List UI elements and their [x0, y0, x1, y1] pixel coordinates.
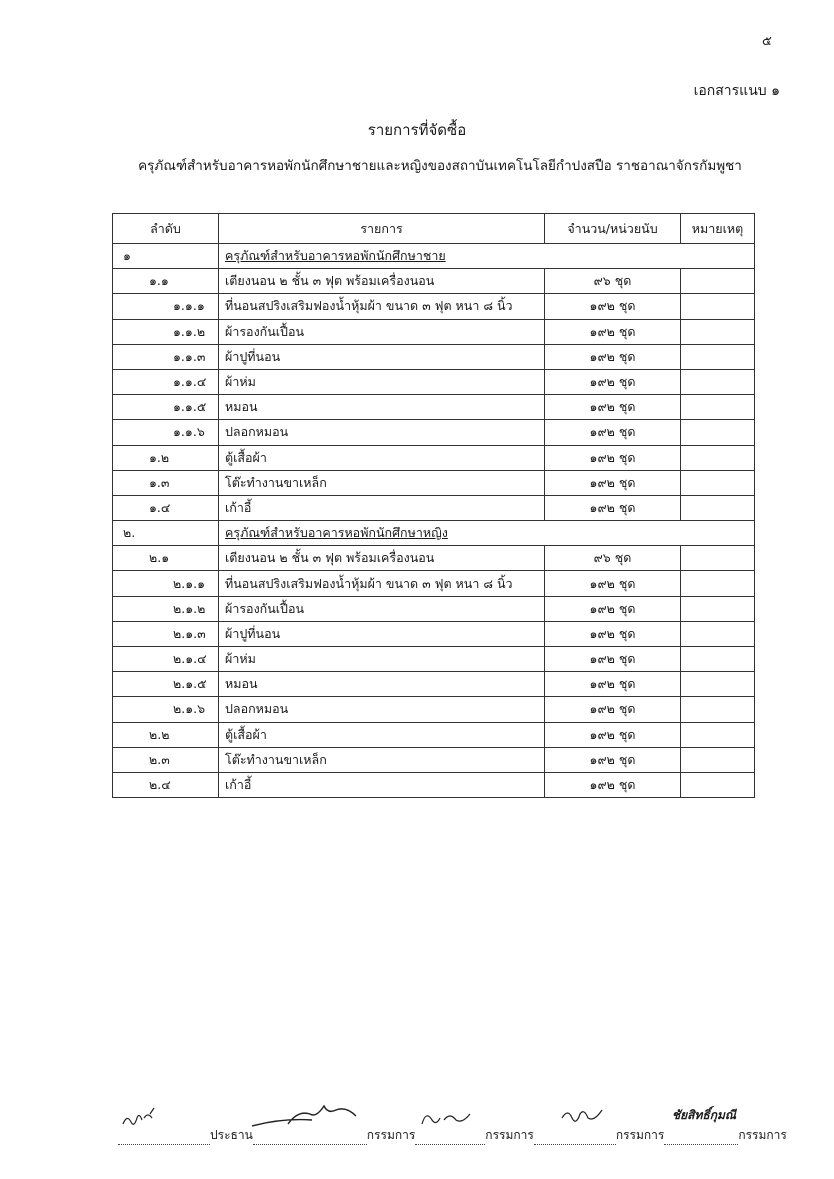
row-remarks	[681, 344, 755, 369]
page-number: ๕	[762, 34, 772, 49]
table-row	[113, 420, 755, 445]
row-quantity: ๑๙๒ ชุด	[545, 747, 681, 772]
row-item: ตู้เสื้อผ้า	[219, 722, 545, 747]
row-remarks	[681, 621, 755, 646]
row-quantity: ๑๙๒ ชุด	[545, 647, 681, 672]
row-quantity: ๑๙๒ ชุด	[545, 470, 681, 495]
section-heading: ครุภัณฑ์สำหรับอาคารหอพักนักศึกษาหญิง	[219, 521, 755, 546]
column-header-quantity: จำนวน/หน่วยนับ	[545, 214, 681, 244]
row-item: ตู้เสื้อผ้า	[219, 445, 545, 470]
row-quantity: ๑๙๒ ชุด	[545, 772, 681, 797]
row-number: ๑.๑.๔	[113, 369, 219, 394]
table-row	[113, 672, 755, 697]
row-item: เตียงนอน ๒ ชั้น ๓ ฟุต พร้อมเครื่องนอน	[219, 269, 545, 294]
row-item: โต๊ะทำงานขาเหล็ก	[219, 747, 545, 772]
column-header-remarks: หมายเหตุ	[681, 214, 755, 244]
document-subtitle: ครุภัณฑ์สำหรับอาคารหอพักนักศึกษาชายและหญิงของสถาบันเทคโนโลยีกำปงสปือ ราชอาณาจักรกัมพูชา	[138, 158, 742, 174]
row-quantity: ๑๙๒ ชุด	[545, 596, 681, 621]
table-row	[113, 647, 755, 672]
row-item: หมอน	[219, 395, 545, 420]
row-remarks	[681, 697, 755, 722]
column-header-item: รายการ	[219, 214, 545, 244]
row-item: โต๊ะทำงานขาเหล็ก	[219, 470, 545, 495]
table-row	[113, 344, 755, 369]
row-number: ๑.๒	[113, 445, 219, 470]
row-remarks	[681, 445, 755, 470]
row-remarks	[681, 495, 755, 520]
annex-label: เอกสารแนบ ๑	[693, 83, 780, 99]
row-quantity: ๑๙๒ ชุด	[545, 495, 681, 520]
row-number: ๒.๓	[113, 747, 219, 772]
signature-label-committee-3: กรรมการ	[615, 1128, 665, 1142]
row-remarks	[681, 395, 755, 420]
row-number: ๑.๑.๕	[113, 395, 219, 420]
table-row	[113, 722, 755, 747]
table-row	[113, 772, 755, 797]
row-remarks	[681, 747, 755, 772]
table-row	[113, 319, 755, 344]
row-item: ผ้ารองกันเปื้อน	[219, 596, 545, 621]
signature-block	[118, 1100, 798, 1150]
row-quantity: ๑๙๒ ชุด	[545, 420, 681, 445]
row-number: ๑.๑.๓	[113, 344, 219, 369]
row-remarks	[681, 470, 755, 495]
row-remarks	[681, 772, 755, 797]
table-row	[113, 445, 755, 470]
row-remarks	[681, 722, 755, 747]
row-remarks	[681, 420, 755, 445]
table-row	[113, 621, 755, 646]
row-item: ที่นอนสปริงเสริมฟองน้ำหุ้มผ้า ขนาด ๓ ฟุต หนา ๘ นิ้ว	[219, 571, 545, 596]
row-number: ๒.๑	[113, 546, 219, 571]
row-remarks	[681, 319, 755, 344]
row-number: ๒.๒	[113, 722, 219, 747]
row-item: ที่นอนสปริงเสริมฟองน้ำหุ้มผ้า ขนาด ๓ ฟุต หนา ๘ นิ้ว	[219, 294, 545, 319]
row-item: ปลอกหมอน	[219, 420, 545, 445]
row-item: ปลอกหมอน	[219, 697, 545, 722]
row-quantity: ๙๖ ชุด	[545, 269, 681, 294]
procurement-table	[112, 213, 755, 798]
row-number: ๒.๑.๒	[113, 596, 219, 621]
table-section-row	[113, 521, 755, 546]
table-row	[113, 747, 755, 772]
row-remarks	[681, 596, 755, 621]
table-row	[113, 470, 755, 495]
row-remarks	[681, 546, 755, 571]
row-number: ๒.	[113, 521, 219, 546]
row-number: ๑.๑	[113, 269, 219, 294]
row-quantity: ๑๙๒ ชุด	[545, 369, 681, 394]
row-quantity: ๑๙๒ ชุด	[545, 395, 681, 420]
row-item: ผ้าห่ม	[219, 369, 545, 394]
row-quantity: ๑๙๒ ชุด	[545, 672, 681, 697]
row-number: ๒.๑.๕	[113, 672, 219, 697]
signature-label-chairman: ประธาน	[210, 1128, 253, 1142]
row-item: เตียงนอน ๒ ชั้น ๓ ฟุต พร้อมเครื่องนอน	[219, 546, 545, 571]
row-quantity: ๑๙๒ ชุด	[545, 294, 681, 319]
row-quantity: ๑๙๒ ชุด	[545, 697, 681, 722]
signature-label-committee-4: กรรมการ	[738, 1128, 787, 1142]
table-section-row	[113, 244, 755, 269]
signature-label-committee-1: กรรมการ	[366, 1128, 416, 1142]
signature-scribble-icon	[558, 1104, 608, 1126]
row-item: ผ้าปูที่นอน	[219, 344, 545, 369]
row-number: ๑.๔	[113, 495, 219, 520]
table-row	[113, 395, 755, 420]
row-quantity: ๑๙๒ ชุด	[545, 571, 681, 596]
table-row	[113, 495, 755, 520]
signature-label-committee-2: กรรมการ	[485, 1128, 534, 1142]
row-remarks	[681, 269, 755, 294]
row-number: ๑.๑.๒	[113, 319, 219, 344]
table-row	[113, 697, 755, 722]
row-item: ผ้าห่ม	[219, 647, 545, 672]
row-remarks	[681, 647, 755, 672]
table-row	[113, 369, 755, 394]
row-remarks	[681, 369, 755, 394]
table-body	[113, 244, 755, 798]
row-item: หมอน	[219, 672, 545, 697]
document-title: รายการที่จัดซื้อ	[367, 121, 467, 139]
table-row	[113, 596, 755, 621]
row-number: ๒.๑.๖	[113, 697, 219, 722]
row-number: ๑.๑.๑	[113, 294, 219, 319]
row-remarks	[681, 294, 755, 319]
row-quantity: ๑๙๒ ชุด	[545, 344, 681, 369]
row-quantity: ๑๙๒ ชุด	[545, 445, 681, 470]
row-number: ๑.๑.๖	[113, 420, 219, 445]
row-item: ผ้ารองกันเปื้อน	[219, 319, 545, 344]
table-row	[113, 294, 755, 319]
row-number: ๒.๑.๔	[113, 647, 219, 672]
row-number: ๒.๔	[113, 772, 219, 797]
row-item: ผ้าปูที่นอน	[219, 621, 545, 646]
row-remarks	[681, 571, 755, 596]
row-item: เก้าอี้	[219, 495, 545, 520]
table-row	[113, 269, 755, 294]
row-quantity: ๑๙๒ ชุด	[545, 621, 681, 646]
row-quantity: ๙๖ ชุด	[545, 546, 681, 571]
row-number: ๒.๑.๓	[113, 621, 219, 646]
row-item: เก้าอี้	[219, 772, 545, 797]
row-remarks	[681, 672, 755, 697]
section-heading: ครุภัณฑ์สำหรับอาคารหอพักนักศึกษาชาย	[219, 244, 755, 269]
row-quantity: ๑๙๒ ชุด	[545, 722, 681, 747]
row-number: ๒.๑.๑	[113, 571, 219, 596]
signed-name: ชัยสิทธิ์กุมณี	[672, 1108, 737, 1122]
table-row	[113, 571, 755, 596]
signature-line	[118, 1126, 798, 1145]
table-header-row	[113, 214, 755, 244]
row-number: ๑	[113, 244, 219, 269]
row-quantity: ๑๙๒ ชุด	[545, 319, 681, 344]
column-header-no: ลำดับ	[113, 214, 219, 244]
row-number: ๑.๓	[113, 470, 219, 495]
table-row	[113, 546, 755, 571]
